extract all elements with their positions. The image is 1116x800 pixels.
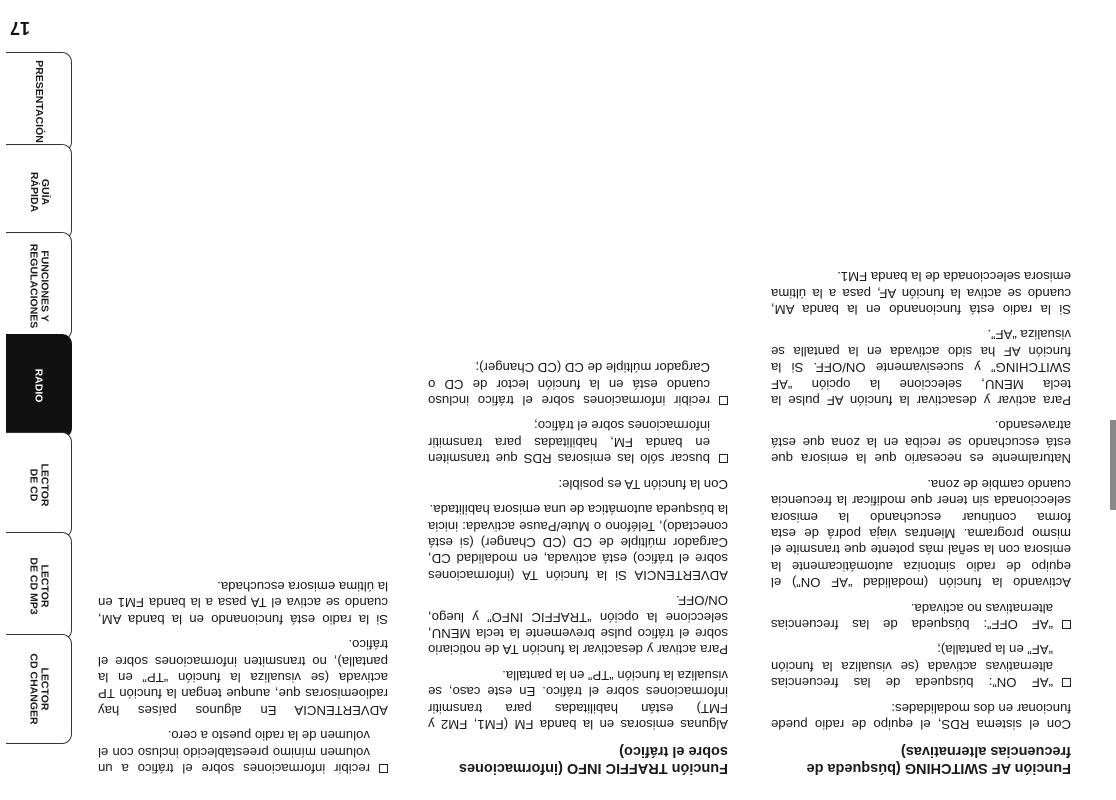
section-tabs	[0, 0, 76, 800]
bullet-item	[98, 727, 388, 776]
checkbox-bullet-icon	[719, 396, 728, 405]
paragraph: ADVERTENCIA Si la función TA (informaciones sobre el tráfico) está activada, en modalidad CD, Cargador múltiple de CD (CD Changer) (si está conectado), Teléfono o Mute/Pause activada: inicia la búsqueda automática de una emisora habilitada.	[428, 502, 728, 583]
bullet-text: recibir informaciones sobre el tráfico a un volumen mínimo preestablecido incluso con el volumen de la radio puesto a cero.	[98, 728, 370, 776]
paragraph: ADVERTENCIA En algunos países hay radioemisoras que, aunque tengan la función TP activada (se visualiza la función “TP” en la pantalla), no transmiten informaciones sobre el tráfico.	[98, 637, 388, 718]
tab-label: GUÍA RÁPIDA	[27, 171, 51, 213]
bullet-item	[428, 359, 728, 408]
tab-radio[interactable]	[6, 334, 72, 438]
paragraph: Para activar y desactivar la función TA de noticiario sobre el tráfico pulse brevemente la tecla MENU, seleccione la opción “TRAFFIC INFO” y luego, ON/OFF.	[428, 593, 728, 658]
paragraph: Si la radio está funcionando en la banda AM, cuando se activa la función AF, pasa a la última emisora seleccionada de la banda FM1.	[771, 269, 1071, 318]
paragraph: Si la radio está funcionando en la banda AM, cuando se activa el TA pasa a la banda FM1 en la última emisora escuchada.	[98, 578, 388, 627]
bullet-text: buscar sólo las emisoras RDS que transmiten en banda FM, habilitadas para transmitir informaciones sobre el tráfico;	[428, 418, 710, 467]
paragraph: Con el sistema RDS, el equipo de radio puede funcionar en dos modalidades:	[771, 700, 1071, 732]
tab-label: RADIO	[33, 369, 45, 403]
page-edge-mark	[1110, 420, 1116, 510]
bullet-item	[771, 599, 1071, 632]
bullet-item	[428, 417, 728, 466]
bullet-text: “AF ON”: búsqueda de las frecuencias alternativas activada (se visualiza la función “AF” en la pantalla);	[771, 642, 1053, 691]
tab-funciones[interactable]	[6, 232, 72, 340]
paragraph: Con la función TA es posible:	[558, 476, 728, 492]
column-af-switching	[771, 259, 1071, 776]
tab-lector-cd[interactable]	[6, 432, 72, 538]
column-traffic-info	[428, 350, 728, 776]
section-heading: Función TRAFFIC INFO (informaciones sobre el tráfico)	[458, 743, 728, 776]
bullet-text: recibir informaciones sobre el tráfico incluso cuando está en la función lector de CD o Cargador múltiple de CD (CD Changer);	[428, 360, 710, 409]
tab-lector-cd-changer[interactable]	[6, 634, 72, 744]
checkbox-bullet-icon	[719, 454, 728, 463]
tab-label: LECTOR DE CD MP3	[27, 557, 51, 615]
bullet-text: “AF OFF”: búsqueda de las frecuencias alternativas no activada.	[771, 600, 1053, 632]
section-heading: Función AF SWITCHING (búsqueda de frecuencias alternativas)	[806, 743, 1071, 776]
tab-label: PRESENTACIÓN	[33, 60, 45, 144]
tab-guia-rapida[interactable]	[6, 144, 72, 240]
paragraph: Activando la función (modalidad “AF ON”) el equipo de radio sintoniza automáticamente la emisora con la señal más potente que transmite el mismo programa. Mientras viaja podrá de esta forma continuar escuchando la emisora seleccionada sin tener que modificar la frecuencia cuando cambie de zona.	[771, 476, 1071, 591]
tab-presentacion[interactable]	[6, 52, 72, 152]
checkbox-bullet-icon	[379, 764, 388, 773]
tab-lector-cd-mp3[interactable]	[6, 532, 72, 640]
checkbox-bullet-icon	[1062, 678, 1071, 687]
tab-label: FUNCIONES Y REGULACIONES	[27, 243, 51, 329]
paragraph: Algunas emisoras en la banda FM (FM1, FM2 y FMT) están habilitadas para transmitir informaciones sobre el tráfico. En este caso, se visualiza la función “TP” en la pantalla.	[428, 667, 728, 732]
checkbox-bullet-icon	[1062, 620, 1071, 629]
paragraph: Para activar y desactivar la función AF pulse la tecla MENU, seleccione la opción “AF SWITCHING” y sucesivamente ON/OFF. Si la función AF ha sido activada en la pantalla se visualiza “AF”.	[771, 327, 1071, 409]
tab-label: LECTOR CD CHANGER	[27, 653, 51, 725]
page-number: 17	[10, 18, 31, 38]
bullet-item	[771, 641, 1071, 690]
column-traffic-info-continued	[98, 569, 388, 776]
paragraph: Naturalmente es necesario que la emisora que está escuchando se reciba en la zona que está atravesando.	[771, 418, 1071, 467]
tab-label: LECTOR DE CD	[27, 463, 51, 507]
